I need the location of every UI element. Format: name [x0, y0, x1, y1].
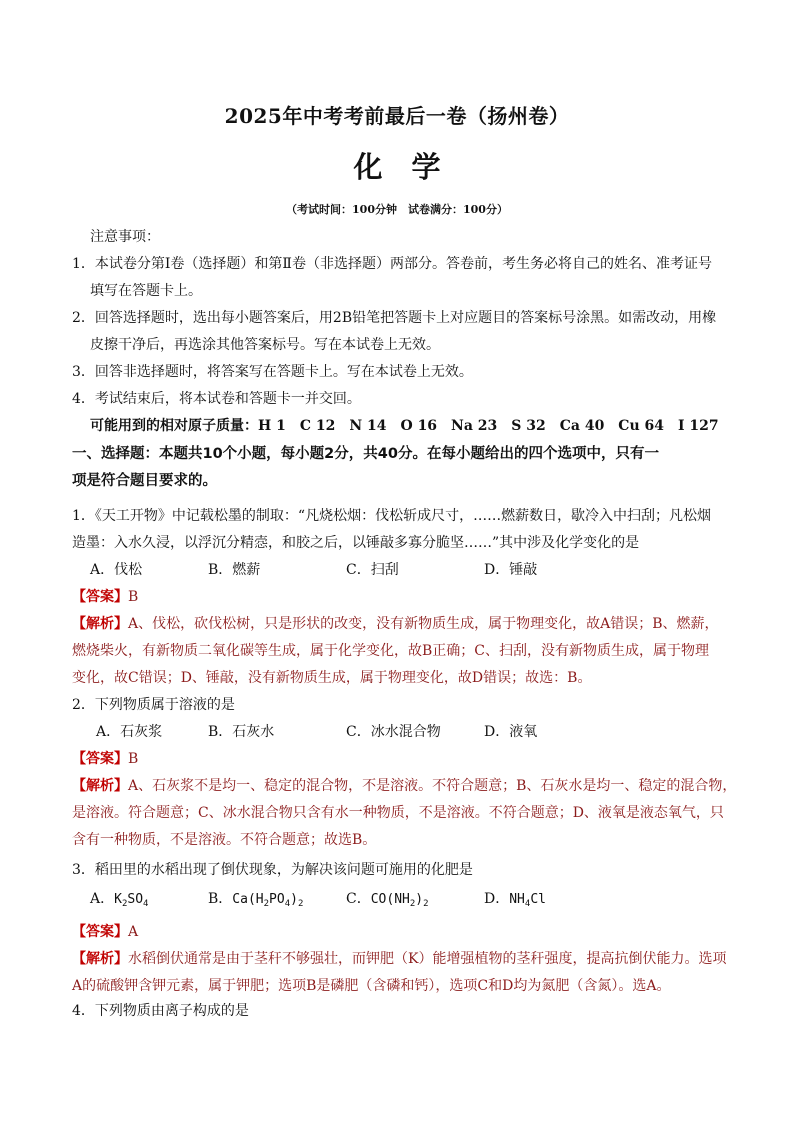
formula-part: Cl	[530, 892, 546, 907]
q2-stem: 2．下列物质属于溶液的是	[72, 697, 235, 713]
q2-analysis-line3: 含有一种物质，不是溶液。不符合题意；故选B。	[72, 832, 377, 848]
notice-item-1-line1: 1．本试卷分第Ⅰ卷（选择题）和第Ⅱ卷（非选择题）两部分。答卷前，考生务必将自己的姓名、准考证号	[72, 256, 712, 272]
formula-subscript: 2	[409, 899, 416, 909]
q3-answer-value: A	[128, 924, 139, 940]
q3-option-d-formula	[509, 892, 546, 907]
formula-part: NH	[509, 892, 525, 907]
q3-option-d-prefix: D．	[484, 891, 510, 907]
q4-stem: 4．下列物质由离子构成的是	[72, 1003, 249, 1019]
question-1	[72, 503, 732, 692]
formula-part: K	[114, 892, 122, 907]
q1-answer	[72, 584, 732, 611]
formula-subscript: 4	[143, 899, 149, 909]
answer-tag: 【答案】	[72, 589, 128, 605]
q2-options	[72, 719, 732, 746]
q3-option-c-prefix: C．	[346, 891, 371, 907]
q3-option-a-formula	[114, 892, 148, 907]
formula-part: )	[290, 892, 298, 907]
q3-option-c	[346, 884, 484, 919]
formula-subscript: 2	[263, 899, 270, 909]
q3-option-b	[208, 884, 346, 919]
formula-subscript: 4	[524, 899, 531, 909]
q3-stem: 3．稻田里的水稻出现了倒伏现象，为解决该问题可施用的化肥是	[72, 862, 473, 878]
analysis-tag: 【解析】	[72, 778, 128, 794]
answer-tag: 【答案】	[72, 751, 128, 767]
q1-option-b: B．燃薪	[208, 562, 261, 578]
exam-meta: （考试时间：100分钟 试卷满分：100分）	[286, 203, 508, 216]
q1-stem-line1: 1．《天工开物》中记载松墨的制取：“凡烧松烟：伐松斩成尺寸，……燃薪数日，歇冷入中扫刮；凡松烟	[72, 508, 712, 524]
q3-analysis-line2: A的硫酸钾含钾元素，属于钾肥；选项B是磷肥（含磷和钙），选项C和D均为氮肥（含氮）。选A。	[72, 978, 671, 994]
atomic-masses: 可能用到的相对原子质量：H 1 C 12 N 14 O 16 Na 23 S 32 Ca 40 Cu 64 I 127	[90, 418, 719, 434]
analysis-tag: 【解析】	[72, 616, 128, 632]
q1-option-c: C．扫刮	[346, 562, 399, 578]
q1-analysis-line2: 燃烧柴火，有新物质二氧化碳等生成，属于化学变化，故B正确；C、扫刮，没有新物质生成，属于物理	[72, 643, 709, 659]
q2-answer	[72, 746, 732, 773]
question-3	[72, 857, 732, 1000]
answer-tag: 【答案】	[72, 924, 128, 940]
q2-answer-value: B	[128, 751, 139, 767]
formula-part: SO	[127, 892, 144, 907]
notice-item-4: 4．考试结束后，将本试卷和答题卡一并交回。	[72, 391, 361, 407]
notice-item-2-line1: 2．回答选择题时，选出每小题答案后，用2B铅笔把答题卡上对应题目的答案标号涂黑。如需改动，用橡	[72, 310, 717, 326]
q3-option-a	[90, 884, 208, 919]
exam-title: 2025年中考考前最后一卷（扬州卷）	[224, 104, 570, 128]
q3-option-c-formula	[371, 892, 429, 907]
section-heading-line2: 项是符合题目要求的。	[72, 473, 217, 489]
formula-subscript: 2	[121, 899, 128, 909]
question-2	[72, 692, 737, 854]
q2-analysis-text1: A、石灰浆不是均一、稳定的混合物，不是溶液。不符合题意；B、石灰水是均一、稳定的混合物，	[128, 778, 737, 794]
q3-option-b-prefix: B．	[208, 891, 233, 907]
notice-item-3: 3．回答非选择题时，将答案写在答题卡上。写在本试卷上无效。	[72, 364, 473, 380]
formula-part: Ca(H	[232, 892, 264, 907]
formula-subscript: 2	[297, 899, 304, 909]
notice-item-2-line2: 皮擦干净后，再选涂其他答案标号。写在本试卷上无效。	[90, 337, 440, 353]
q3-options	[72, 884, 732, 919]
q1-analysis-line1	[72, 611, 732, 638]
formula-part: )	[415, 892, 424, 907]
q1-answer-value: B	[128, 589, 139, 605]
subject-title: 化 学	[353, 150, 441, 184]
q3-option-d	[484, 884, 546, 919]
q2-option-c: C．冰水混合物	[346, 724, 441, 740]
formula-part: CO(NH	[370, 892, 410, 907]
analysis-tag: 【解析】	[72, 951, 128, 967]
q3-option-a-prefix: A．	[90, 891, 115, 907]
notice-block	[72, 224, 732, 440]
section-heading	[72, 441, 732, 495]
formula-part: PO	[269, 892, 285, 907]
notice-item-1-line2: 填写在答题卡上。	[90, 283, 202, 299]
q1-options	[72, 557, 732, 584]
q2-analysis-line2: 是溶液。符合题意；C、冰水混合物只含有水一种物质，不是溶液。不符合题意；D、液氧是液态氧气，只	[72, 805, 724, 821]
question-4	[72, 998, 732, 1025]
notice-heading: 注意事项：	[90, 229, 160, 245]
q1-option-a: A．伐松	[90, 562, 143, 578]
q3-analysis-line1	[72, 946, 732, 973]
q1-analysis-text1: A、伐松，砍伐松树，只是形状的改变，没有新物质生成，属于物理变化，故A错误；B、燃薪，	[128, 616, 719, 632]
q3-option-b-formula	[232, 892, 303, 907]
q1-option-d: D．锤敲	[484, 562, 538, 578]
q3-answer	[72, 919, 732, 946]
formula-subscript: 2	[423, 899, 429, 909]
q2-analysis-line1	[72, 773, 737, 800]
q1-analysis-line3: 变化，故C错误；D、锤敲，没有新物质生成，属于物理变化，故D错误；故选：B。	[72, 670, 592, 686]
q2-option-a: A．石灰浆	[96, 724, 163, 740]
q2-option-d: D．液氧	[484, 724, 538, 740]
q2-option-b: B．石灰水	[208, 724, 275, 740]
q1-stem-line2: 造墨：入水久浸，以浮沉分精悫，和胶之后，以锤敲多寡分脆坚……”其中涉及化学变化的是	[72, 535, 640, 551]
formula-subscript: 4	[284, 899, 291, 909]
section-heading-line1: 一、选择题：本题共10个小题，每小题2分，共40分。在每小题给出的四个选项中，只有一	[72, 446, 659, 462]
q3-analysis-text1: 水稻倒伏通常是由于茎秆不够强壮，而钾肥（K）能增强植物的茎秆强度，提高抗倒伏能力。选项	[128, 951, 727, 967]
